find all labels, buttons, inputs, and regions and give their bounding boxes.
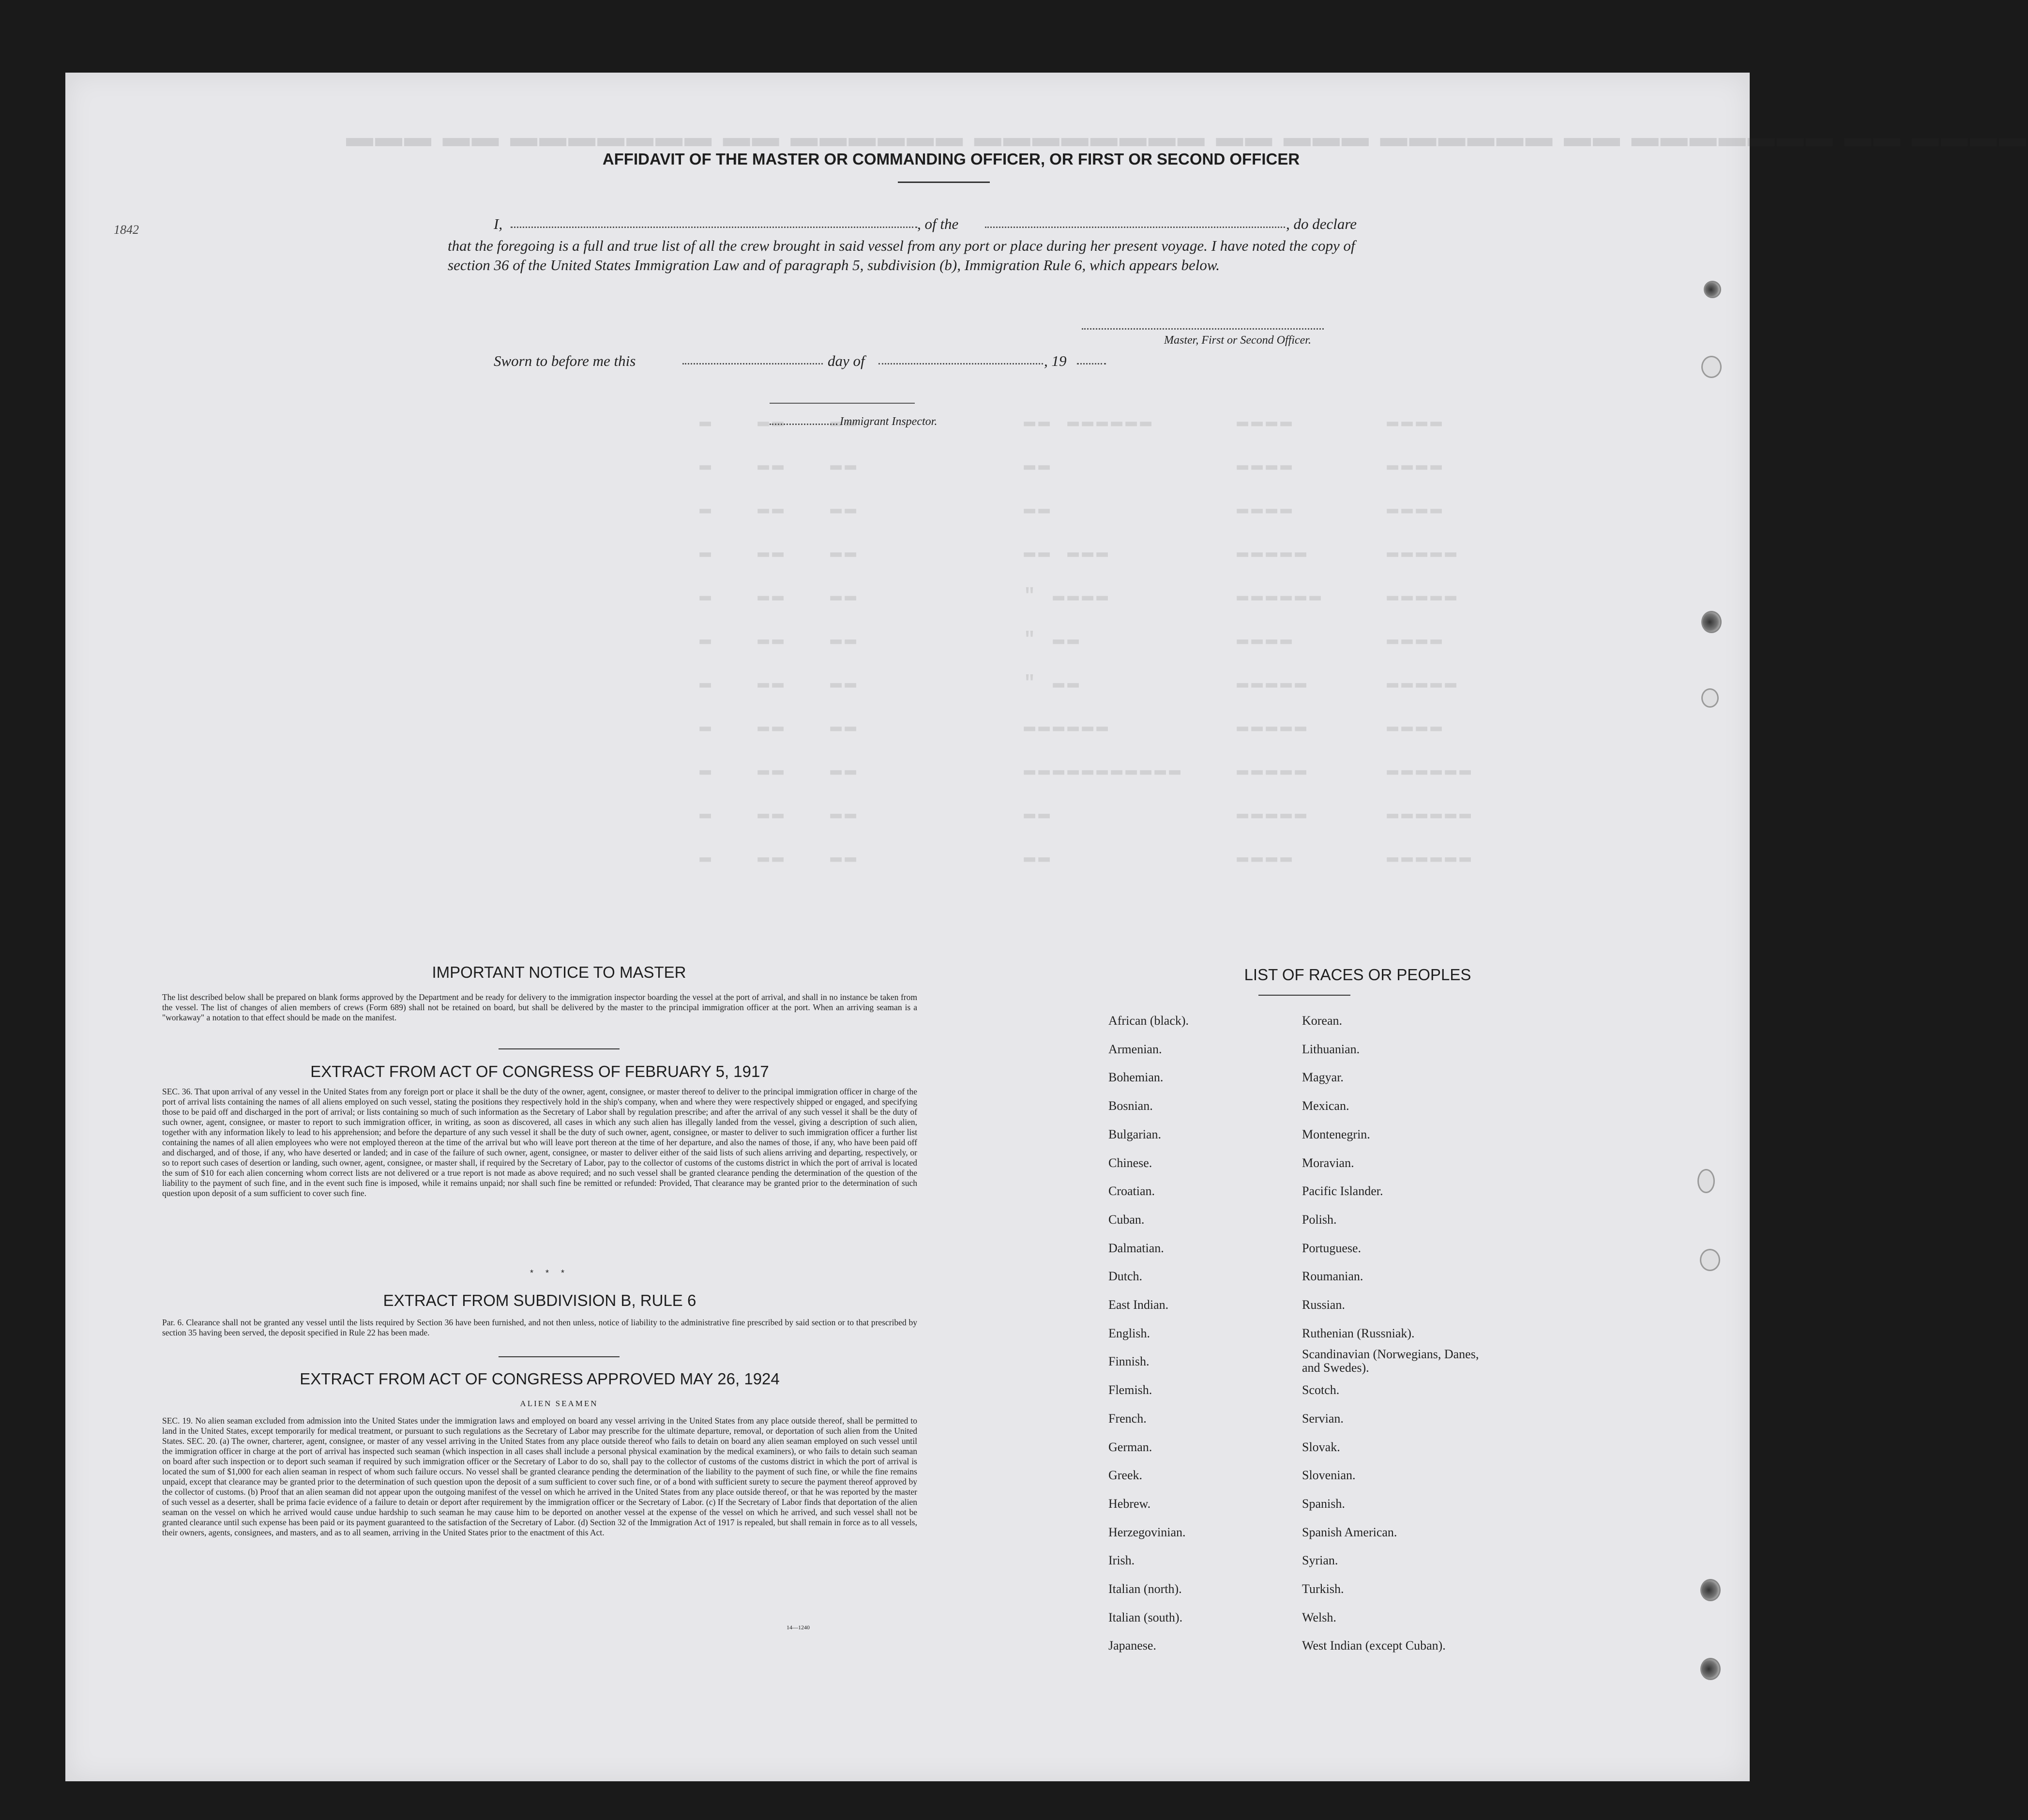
master-signature-label: Master, First or Second Officer. (1164, 334, 1311, 347)
race-item: Spanish American. (1302, 1525, 1397, 1539)
race-item: Armenian. (1108, 1042, 1162, 1056)
sworn-month-field[interactable] (878, 363, 1043, 364)
inspector-label: Immigrant Inspector. (840, 415, 938, 428)
bleed-through-column: ▬▬▬▬ ▬▬▬▬ ▬▬▬▬ ▬▬▬▬▬ ▬▬▬▬▬ ▬▬▬▬ ▬▬▬▬▬ ▬▬▬▬ ▬▬▬▬▬▬ ▬▬▬▬▬▬ ▬▬▬▬▬▬ (1387, 411, 1474, 869)
inspector-signature-line (770, 403, 915, 404)
race-item: English. (1108, 1326, 1150, 1340)
race-item: Roumanian. (1302, 1269, 1363, 1284)
race-item: Russian. (1302, 1298, 1345, 1312)
affidavit-of-label: , of the (917, 215, 959, 232)
race-item: Slovak. (1302, 1440, 1340, 1454)
race-item: Japanese. (1108, 1638, 1156, 1653)
race-item: Scotch. (1302, 1383, 1340, 1397)
binder-hole (1700, 1249, 1720, 1271)
races-right-column (1302, 1007, 1486, 1660)
binder-hole (1701, 611, 1722, 633)
race-item: German. (1108, 1440, 1152, 1454)
race-item: Slovenian. (1302, 1468, 1356, 1483)
race-item: Hebrew. (1108, 1496, 1151, 1511)
affidavit-title: AFFIDAVIT OF THE MASTER OR COMMANDING OFFICER, OR FIRST OR SECOND OFFICER (602, 150, 1300, 168)
race-item: Bosnian. (1108, 1099, 1153, 1113)
extract-rule6-body: Par. 6. Clearance shall not be granted any vessel until the lists required by Section 36 have been furnished, and not then unless, notice of liability to the administrative fine prescribed by said section or to that prescribed by section 35 having been served, the deposit specified in Rule 22 has been made. (162, 1318, 917, 1337)
binder-hole (1701, 356, 1722, 378)
race-item: Bohemian. (1108, 1070, 1164, 1085)
affiant-name-field[interactable] (511, 227, 917, 228)
sworn-prefix-label: Sworn to before me this (494, 352, 636, 369)
sworn-year-label: , 19 (1044, 352, 1067, 369)
bleed-through-column-2: ▬▬▬▬ ▬▬▬▬ ▬▬▬▬ ▬▬▬▬▬ ▬▬▬▬▬▬ ▬▬▬▬ ▬▬▬▬▬ ▬▬▬▬▬ ▬▬▬▬▬ ▬▬▬▬▬ ▬▬▬▬ (1237, 411, 1324, 869)
race-item: Chinese. (1108, 1155, 1152, 1170)
bleed-through-column-3: ▬▬ ▬▬▬▬▬▬ ▬▬ ▬▬ ▬▬ ▬▬▬ " ▬▬▬▬ " ▬▬ " ▬▬ ▬▬▬▬▬▬ ▬▬▬▬▬▬▬▬▬▬▬ ▬▬ ▬▬ (1024, 411, 1184, 869)
sworn-day-field[interactable] (682, 363, 823, 364)
extract-rule6-rule (499, 1356, 620, 1357)
races-title: LIST OF RACES OR PEOPLES (1244, 966, 1471, 984)
binder-hole (1704, 281, 1721, 298)
binder-hole (1700, 1658, 1721, 1680)
bleed-through-column-4: ▬ ▬▬ ▬▬ ▬ ▬▬ ▬▬ ▬ ▬▬ ▬▬ ▬ ▬▬ ▬▬ ▬ ▬▬ ▬▬ ▬ ▬▬ ▬▬ ▬ ▬▬ ▬▬ ▬ ▬▬ ▬▬ ▬ ▬▬ ▬▬ ▬ ▬▬ ▬▬ ▬ ▬▬ ▬▬ (699, 411, 860, 869)
notice-title: IMPORTANT NOTICE TO MASTER (432, 963, 686, 981)
race-item: Italian (south). (1108, 1610, 1183, 1624)
notice-body: The list described below shall be prepared on blank forms approved by the Department and be ready for delivery to the immigration inspector boarding the vessel at the port of arrival, and shall in no instance be taken from the vessel. The list of changes of alien members of crews (Form 689) shall not be retained on board, but shall be delivered by the master to the principal immigration officer at the port. When an arriving seaman is a "workaway" a notation to that effect should be made on the manifest. (162, 992, 917, 1022)
race-item: Flemish. (1108, 1383, 1152, 1397)
extract-1924-title: EXTRACT FROM ACT OF CONGRESS APPROVED MAY 26, 1924 (300, 1370, 780, 1388)
race-item: Spanish. (1302, 1496, 1345, 1511)
race-item: Turkish. (1302, 1582, 1344, 1596)
race-item: Bulgarian. (1108, 1127, 1162, 1141)
race-item: Dalmatian. (1108, 1241, 1164, 1255)
race-item: Italian (north). (1108, 1582, 1182, 1596)
race-item: French. (1108, 1411, 1147, 1426)
race-item: Finnish. (1108, 1354, 1150, 1369)
extract-1917-title: EXTRACT FROM ACT OF CONGRESS OF FEBRUARY 5, 1917 (310, 1062, 769, 1080)
race-item: Welsh. (1302, 1610, 1336, 1624)
race-item: Dutch. (1108, 1269, 1143, 1284)
extract-1924-subtitle: ALIEN SEAMEN (520, 1399, 598, 1408)
affidavit-i-label: I, (494, 215, 503, 232)
race-item: Montenegrin. (1302, 1127, 1370, 1141)
sworn-year-field[interactable] (1077, 363, 1106, 364)
race-item: Croatian. (1108, 1184, 1155, 1198)
inspector-signature-field[interactable] (770, 424, 837, 425)
margin-note: 1842 (114, 223, 139, 237)
races-left-column (1108, 1007, 1189, 1660)
race-item: Portuguese. (1302, 1241, 1362, 1255)
form-number: 14—1240 (787, 1624, 810, 1631)
race-item: Korean. (1302, 1014, 1343, 1028)
race-item: Syrian. (1302, 1553, 1338, 1568)
race-item: East Indian. (1108, 1298, 1169, 1312)
binder-hole (1700, 1579, 1721, 1601)
extract-1924-body: SEC. 19. No alien seaman excluded from admission into the United States under the immigration laws and employed on board any vessel arriving in the United States from any place outside thereof, shall be permitted to land in the United States, except temporarily for medical treatment, or pursuant to such regulations as the Secretary of Labor may prescribe for the ultimate departure, removal, or deportation of such alien from the United States. SEC. 20. (a) The owner, charterer, agent, consignee, or master of any vessel arriving in the United States from any place outside thereof who fails to detain on board any alien seaman employed on such vessel until the immigration officer in charge at the port of arrival has inspected such seaman (which inspection in all cases shall include a personal physical examination by the medical examiners), or who fails to detain such seaman on board after such inspection or to deport such seaman if required by such immigration officer or the Secretary of Labor to do so, shall pay to the collector of customs of the customs district in which the port of arrival is located the sum of $1,000 for each alien seaman in respect of whom such failure occurs. No vessel shall be granted clearance pending the determination of the liability to the payment of such fine, or while the fine remains unpaid, except that clearance may be granted prior to the determination of such question upon the deposit of a sum sufficient to cover such fine, or of a bond with sufficient surety to secure the payment thereof approved by the collector of customs. (b) Proof that an alien seaman did not appear upon the outgoing manifest of the vessel on which he arrived in the United States from any place outside thereof, or that he was reported by the master of such vessel as a deserter, shall be prima facie evidence of a failure to detain or deport after requirement by the immigration officer or the Secretary of Labor. (c) If the Secretary of Labor finds that deportation of the alien seaman on the vessel on which he arrived would cause undue hardship to such seaman he may cause him to be deported on another vessel at the expense of the vessel on which he arrived, and such vessel shall not be granted clearance until such expense has been paid or its payment guaranteed to the satisfaction of the Secretary of Labor. (d) Section 32 of the Immigration Act of 1917 is repealed, but shall remain in force as to all vessels, their owners, agents, consignees, and masters, and as to all seamen, arriving in the United States prior to the enactment of this Act. (162, 1416, 917, 1537)
race-item: Scandinavian (Norwegians, Danes, and Swedes). (1302, 1347, 1479, 1375)
race-item: Irish. (1108, 1553, 1135, 1568)
affidavit-title-rule (898, 182, 990, 183)
bleed-through-heading: ▬▬▬ ▬▬ ▬▬▬▬▬▬▬ ▬▬ ▬▬▬▬▬▬ ▬▬▬▬▬▬▬▬ ▬▬ ▬▬▬ ▬▬▬▬▬▬ ▬▬ ▬▬▬▬▬▬▬ ▬▬ ▬▬▬▬ (346, 121, 2028, 152)
race-item: Greek. (1108, 1468, 1143, 1483)
race-item: African (black). (1108, 1014, 1189, 1028)
race-item: Mexican. (1302, 1099, 1349, 1113)
race-item: Ruthenian (Russniak). (1302, 1326, 1415, 1340)
affidavit-declare-label: , do declare (1286, 215, 1357, 232)
race-item: Magyar. (1302, 1070, 1344, 1085)
vessel-name-field[interactable] (985, 227, 1285, 228)
master-signature-field[interactable] (1082, 328, 1324, 330)
races-title-rule (1258, 995, 1350, 996)
race-item: Lithuanian. (1302, 1042, 1360, 1056)
race-item: Herzegovinian. (1108, 1525, 1186, 1539)
binder-hole (1697, 1169, 1715, 1193)
notice-rule (499, 1048, 620, 1049)
race-item: Cuban. (1108, 1212, 1145, 1227)
extract-1917-ellipsis: * * * (530, 1268, 570, 1278)
binder-hole (1701, 688, 1719, 708)
document-sheet (65, 73, 2028, 1781)
race-item: Moravian. (1302, 1155, 1354, 1170)
affidavit-body: that the foregoing is a full and true list of all the crew brought in said vessel from any port or place during her present voyage. I have noted the copy of section 36 of the United States Immigration Law and of paragraph 5, subdivision (b), Immigration Rule 6, which appears below. (448, 237, 1355, 273)
sworn-day-label: day of (828, 352, 865, 369)
race-item: Servian. (1302, 1411, 1344, 1426)
extract-rule6-title: EXTRACT FROM SUBDIVISION B, RULE 6 (383, 1291, 696, 1309)
race-item: Polish. (1302, 1212, 1337, 1227)
race-item: West Indian (except Cuban). (1302, 1638, 1446, 1653)
extract-1917-body: SEC. 36. That upon arrival of any vessel in the United States from any foreign port or place it shall be the duty of the owner, agent, consignee, or master thereof to deliver to the principal immigration officer in charge of the port of arrival lists containing the names of all aliens employed on such vessel, stating the positions they respectively hold in the ship's company, when and where they were respectively shipped or engaged, and specifying those to be paid off and discharged in the port of arrival; or lists containing so much of such information as the Secretary of Labor shall by regulation prescribe; and after the arrival of any such vessel it shall be the duty of such owner, agent, consignee, or master to report to such immigration officer, in writing, as soon as discovered, all cases in which any such alien has illegally landed from the vessel, giving a description of such alien, together with any information likely to lead to his apprehension; and before the departure of any such vessel it shall be the duty of such owner, agent, consignee, or master to deliver to such immigration officer a further list containing the names of all alien employees who were not employed thereon at the time of the arrival but who will leave port thereon at the time of her departure, and also the names of those, if any, who have been paid off and discharged, and of those, if any, who have deserted or landed; and in case of the failure of such owner, agent, consignee, or master to deliver either of the said lists of such aliens arriving and departing, respectively, or so to report such cases of desertion or landing, such owner, agent, consignee, or master shall, if required by the Secretary of Labor, pay to the collector of customs of the customs district in which the port of arrival is located the sum of $10 for each alien concerning whom correct lists are not delivered or a true report is not made as above required; and no such vessel shall be granted clearance pending the determination of the question of the liability to the payment of such fine, and in the event such fine is imposed, while it remains unpaid; nor shall such fine be remitted or refunded: Provided, That clearance may be granted prior to the determination of such question upon deposit of a sum sufficient to cover such fine. (162, 1087, 917, 1198)
race-item: Pacific Islander. (1302, 1184, 1383, 1198)
